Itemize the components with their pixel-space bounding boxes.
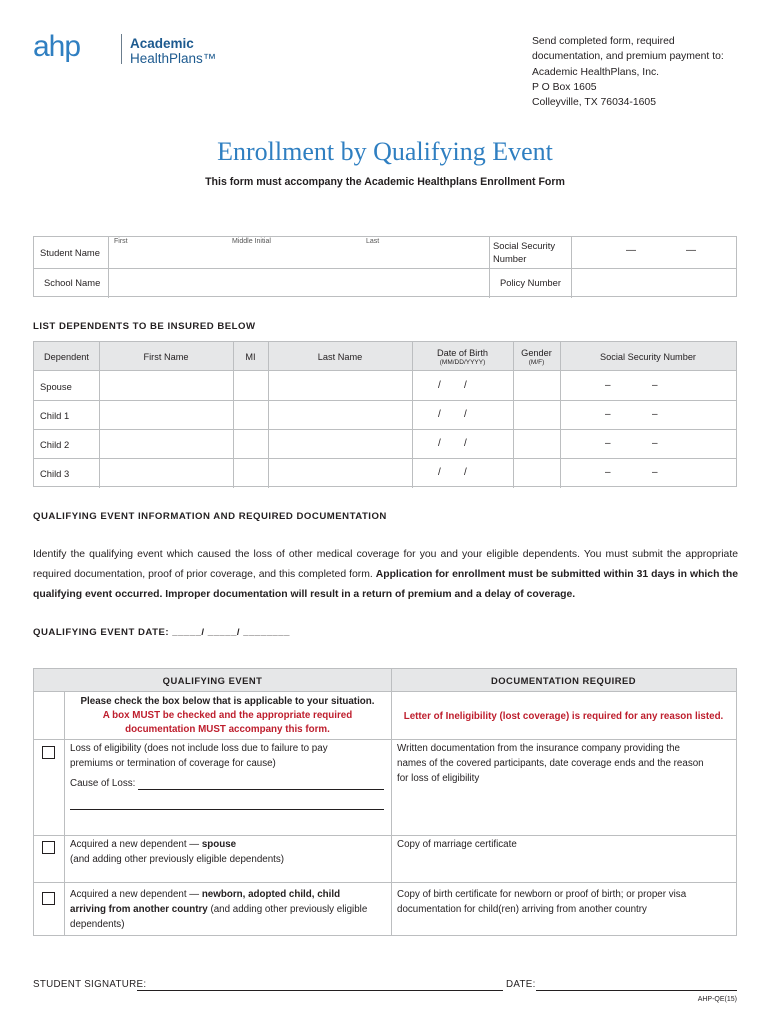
- dependent-row-label: Child 2: [40, 439, 70, 450]
- school-name-field[interactable]: [109, 269, 489, 297]
- new-spouse-doc: Copy of marriage certificate: [397, 839, 517, 850]
- ssn-separator: –: [652, 409, 658, 420]
- dob-separator: /: [464, 409, 467, 420]
- col-gender: [513, 342, 560, 371]
- dependents-section-title: LIST DEPENDENTS TO BE INSURED BELOW: [33, 321, 256, 332]
- divider: [34, 429, 736, 430]
- dependent-row-label: Spouse: [40, 381, 72, 392]
- send-line: P O Box 1605: [532, 81, 597, 93]
- col-dob-label: Date of Birth: [436, 347, 489, 358]
- logo-divider: [121, 34, 122, 64]
- dependent-row-label: Child 3: [40, 468, 70, 479]
- send-line: Academic HealthPlans, Inc.: [532, 66, 660, 78]
- form-number: AHP-QE(15): [697, 996, 737, 1003]
- doc-line: for loss of eligibility: [397, 773, 480, 784]
- policy-number-label: Policy Number: [500, 277, 561, 288]
- divider: [34, 835, 736, 836]
- dependents-table: [33, 341, 737, 487]
- dob-separator: /: [464, 438, 467, 449]
- last-name-hint: Last: [366, 238, 380, 245]
- mailing-instructions: [532, 34, 724, 110]
- cause-of-loss-field-2[interactable]: [70, 809, 384, 810]
- divider: [34, 400, 736, 401]
- event-line: Loss of eligibility (does not include loss due to failure to pay: [70, 743, 328, 754]
- student-name-field[interactable]: [109, 237, 489, 268]
- doc-line: documentation for child(ren) arriving from another country: [397, 904, 647, 915]
- doc-instruction: Letter of Ineligibility (lost coverage) is required for any reason listed.: [403, 711, 724, 722]
- ssn-separator: –: [605, 409, 611, 420]
- cause-of-loss-label: Cause of Loss:: [70, 778, 136, 789]
- event-text: Acquired a new dependent —: [70, 889, 202, 900]
- col-mi: MI: [245, 351, 256, 362]
- event-text-bold: newborn, adopted child, child: [201, 889, 341, 900]
- col-dependent: Dependent: [44, 351, 89, 362]
- student-signature-label: STUDENT SIGNATURE:: [33, 979, 147, 990]
- divider: [34, 739, 736, 740]
- dob-separator: /: [438, 409, 441, 420]
- instructions-bold-text: Application for enrollment must be submitted within 31 days in which the qualifying event occurred. Improper documentation will result in a return of premium and a delay of coverage.: [33, 569, 738, 600]
- col-ssn: Social Security Number: [600, 351, 696, 362]
- instructions-text: Identify the qualifying event which caused the loss of other medical coverage for you and your eligible dependents. You must submit the appropriate required documentation, proof of prior coverage, and this completed form.: [33, 549, 738, 580]
- logo-mark: ahp: [33, 30, 81, 63]
- qe-instruction: [64, 695, 391, 737]
- ssn-separator: —: [686, 245, 696, 256]
- col-dob: [412, 342, 513, 371]
- new-child-doc: [397, 887, 732, 917]
- dob-separator: /: [464, 380, 467, 391]
- logo-line2: HealthPlans™: [130, 51, 217, 66]
- event-line: [70, 837, 388, 852]
- ssn-separator: –: [605, 467, 611, 478]
- col-gender-format: (M/F): [528, 358, 545, 366]
- loss-of-eligibility-checkbox[interactable]: [42, 746, 55, 759]
- event-text: (and adding other previously eligible: [207, 904, 368, 915]
- send-line: Send completed form, required: [532, 36, 675, 47]
- send-line: Colleyville, TX 76034-1605: [532, 97, 656, 109]
- ssn-separator: –: [652, 380, 658, 391]
- ssn-separator: –: [652, 467, 658, 478]
- ssn-separator: –: [605, 438, 611, 449]
- qe-instruction-warning: A box MUST be checked and the appropriate required: [102, 710, 353, 721]
- student-name-label: Student Name: [40, 247, 100, 258]
- student-signature-field[interactable]: [137, 990, 503, 991]
- form-title: Enrollment by Qualifying Event: [217, 137, 553, 166]
- send-line: documentation, and premium payment to:: [532, 51, 724, 63]
- doc-line: Written documentation from the insurance company providing the: [397, 743, 680, 754]
- policy-number-field[interactable]: [572, 269, 736, 297]
- event-text-bold: arriving from another country: [70, 904, 208, 915]
- new-spouse-text: [70, 837, 388, 867]
- ssn-separator: –: [652, 438, 658, 449]
- divider: [34, 458, 736, 459]
- ssn-label-1: Social Security: [493, 240, 556, 251]
- qe-instruction-line: Please check the box below that is applicable to your situation.: [80, 696, 375, 707]
- event-text-bold: spouse: [201, 839, 237, 850]
- ssn-label-2: Number: [493, 253, 527, 264]
- doc-line: names of the covered participants, date coverage ends and the reason: [397, 758, 704, 769]
- date-label: DATE:: [506, 979, 536, 990]
- loss-of-eligibility-text: [70, 741, 388, 771]
- event-text: Acquired a new dependent —: [70, 839, 202, 850]
- qualifying-event-table: [33, 668, 737, 936]
- student-info-table: [33, 236, 737, 297]
- logo-line1: Academic: [130, 36, 194, 51]
- event-text: dependents): [70, 919, 125, 930]
- new-spouse-checkbox[interactable]: [42, 841, 55, 854]
- dob-separator: /: [438, 438, 441, 449]
- qe-instruction-warning: documentation MUST accompany this form.: [125, 724, 330, 735]
- dependent-row-label: Child 1: [40, 410, 70, 421]
- doc-line: Copy of birth certificate for newborn or proof of birth; or proper visa: [397, 889, 687, 900]
- date-field[interactable]: [536, 990, 737, 991]
- col-last-name: Last Name: [317, 351, 363, 362]
- qualifying-event-date[interactable]: QUALIFYING EVENT DATE: _____/ _____/ ________: [33, 627, 290, 638]
- middle-initial-hint: Middle Initial: [232, 238, 271, 245]
- school-name-label: School Name: [44, 277, 101, 288]
- ahp-logo: [33, 30, 217, 70]
- first-name-hint: First: [114, 238, 128, 245]
- qualifying-event-section-title: QUALIFYING EVENT INFORMATION AND REQUIRED DOCUMENTATION: [33, 511, 387, 522]
- col-first-name: First Name: [143, 351, 189, 362]
- loss-of-eligibility-doc: [397, 741, 732, 786]
- divider: [34, 882, 736, 883]
- instructions-paragraph: [33, 545, 738, 605]
- event-line: (and adding other previously eligible dependents): [70, 854, 285, 865]
- new-child-checkbox[interactable]: [42, 892, 55, 905]
- event-line: premiums or termination of coverage for cause): [70, 758, 276, 769]
- dob-separator: /: [438, 380, 441, 391]
- form-subtitle: This form must accompany the Academic Healthplans Enrollment Form: [205, 176, 565, 188]
- ssn-separator: –: [605, 380, 611, 391]
- cause-of-loss-field[interactable]: [138, 789, 384, 790]
- new-child-text: [70, 887, 388, 932]
- col-dob-format: (MM/DD/YYYY): [439, 358, 486, 366]
- dob-separator: /: [464, 467, 467, 478]
- dob-separator: /: [438, 467, 441, 478]
- qe-header-event: QUALIFYING EVENT: [162, 675, 263, 686]
- ssn-separator: —: [626, 245, 636, 256]
- qe-header-doc: DOCUMENTATION REQUIRED: [490, 675, 637, 686]
- student-ssn-field[interactable]: [572, 237, 736, 268]
- col-gender-label: Gender: [521, 347, 552, 358]
